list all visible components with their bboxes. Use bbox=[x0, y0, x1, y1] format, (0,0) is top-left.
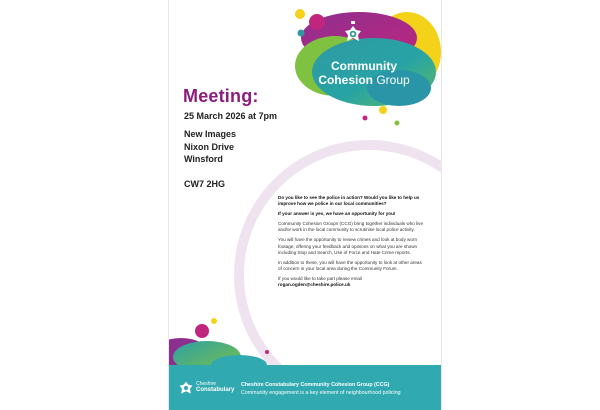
logo-wordmark bbox=[309, 59, 419, 87]
address-line: Winsford bbox=[184, 154, 223, 164]
brand-line-1: Cheshire bbox=[196, 381, 217, 387]
call-to-action bbox=[278, 276, 426, 288]
footer-tagline: Community engagement is a key element of neighbourhood policing bbox=[241, 390, 401, 396]
paragraph-ccg: Community Cohesion Groups (CCG) bring together individuals who live and/or work in the local community to scrutinise local police activity. bbox=[278, 221, 424, 233]
logo-line-2 bbox=[309, 73, 419, 87]
address-line: Nixon Drive bbox=[184, 141, 235, 152]
footer-title: Cheshire Constabulary Community Cohesion Group (CCG) bbox=[241, 382, 390, 388]
meeting-title: Meeting: bbox=[183, 86, 259, 106]
logo-line-2-bold: Cohesion bbox=[318, 73, 373, 87]
address-line: New Images bbox=[184, 129, 237, 139]
meeting-date: 25 March 2026 at 7pm bbox=[184, 111, 278, 121]
cta-text: If you would like to take part please email bbox=[278, 275, 363, 281]
poster bbox=[169, 0, 441, 410]
paragraph-forum: In addition to these, you will have the opportunity to look at other areas of concern in your local area during the Community Forum. bbox=[278, 259, 422, 271]
meeting-postcode: CW7 2HG bbox=[184, 179, 226, 189]
contact-email-link[interactable]: rogan.ogden@cheshire.police.uk bbox=[278, 282, 351, 288]
intro-answer: If your answer is yes, we have an opportunity for you! bbox=[278, 211, 396, 217]
footer-crest-icon bbox=[179, 380, 193, 396]
intro-question: Do you like to see the police in action? Would you like to help us improve how we police in our local communities? bbox=[278, 195, 420, 207]
footer-bar bbox=[169, 365, 441, 410]
logo-line-1: Community bbox=[331, 59, 397, 73]
paragraph-review: You will have the opportunity to review crimes and look at body worn footage, offering your feedback and opinions on what you are shown including Stop and Search, Use of Force and Hate Crime reports. bbox=[278, 237, 418, 255]
body-copy bbox=[278, 195, 426, 292]
brand-line-2: Constabulary bbox=[196, 387, 235, 393]
logo-line-2-thin: Group bbox=[376, 73, 410, 87]
meeting-address bbox=[184, 128, 236, 166]
